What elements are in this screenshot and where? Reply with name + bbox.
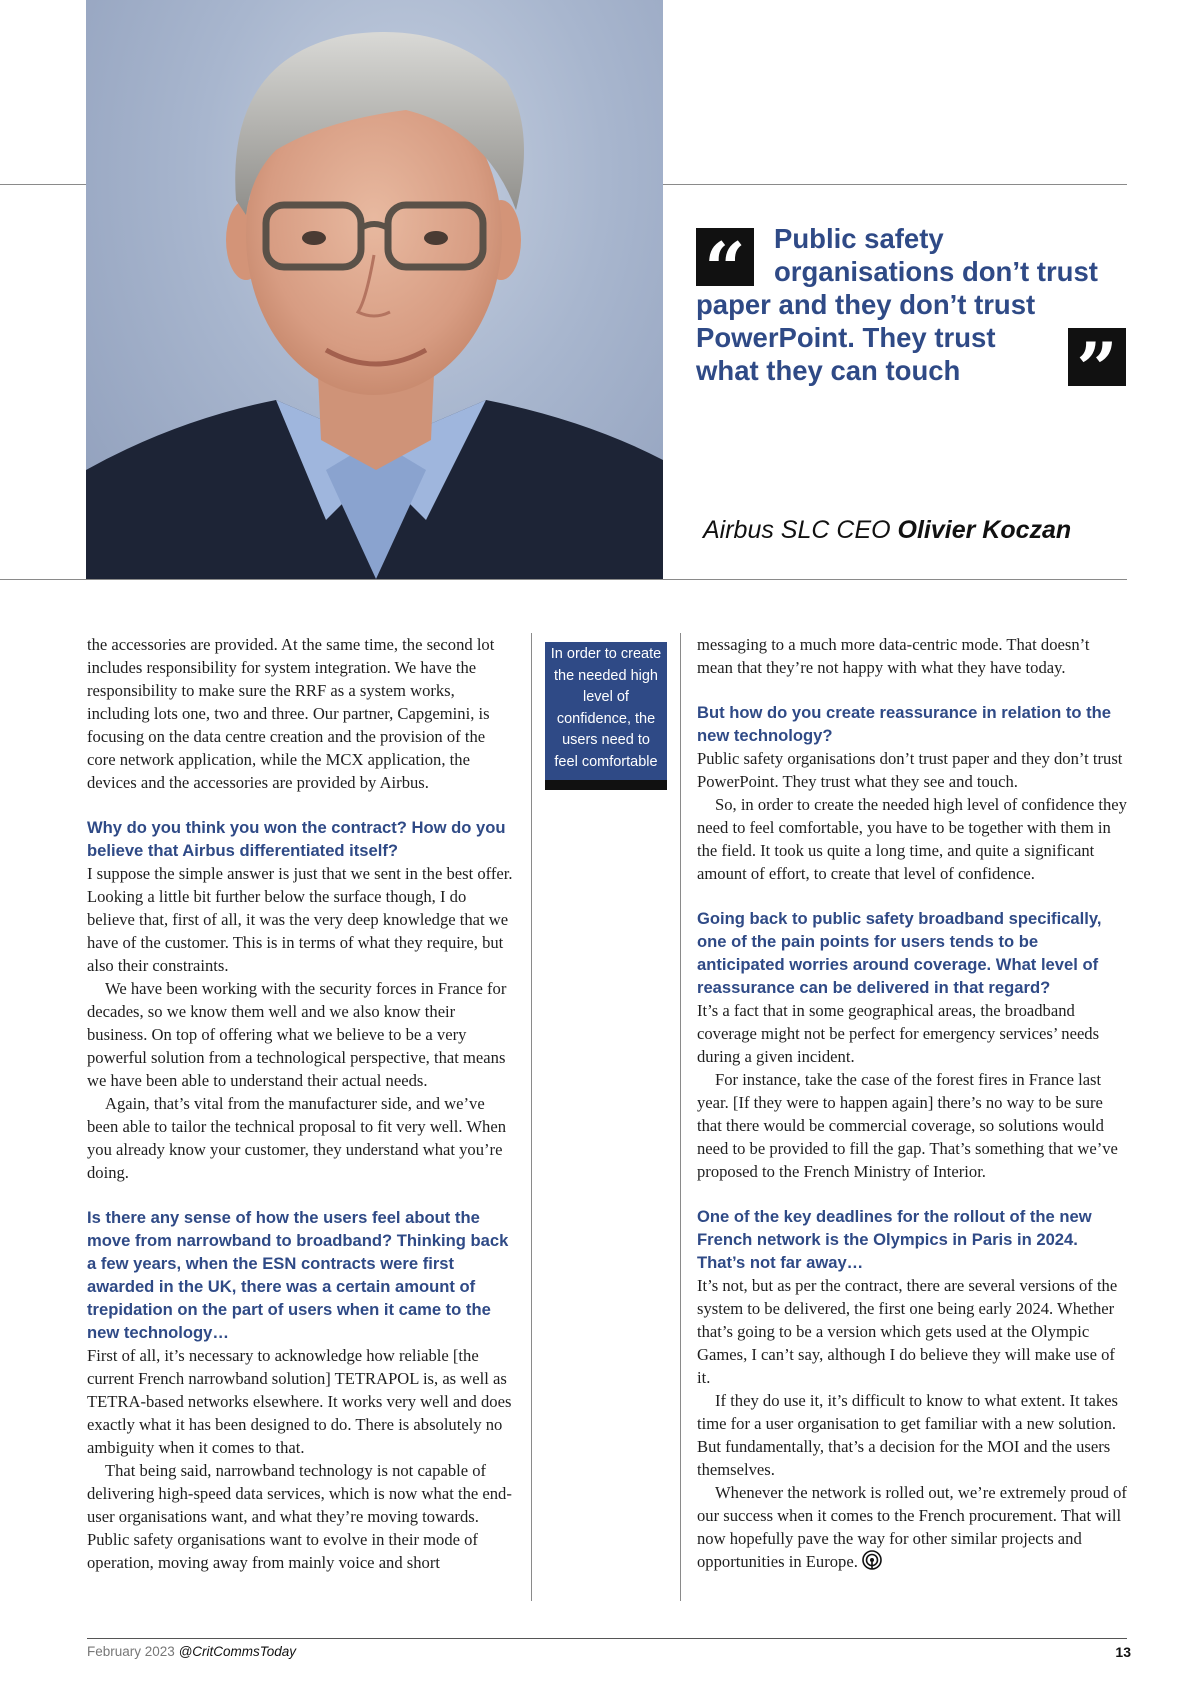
byline-name: Olivier Koczan (897, 516, 1072, 544)
paragraph: I suppose the simple answer is just that we sent in the best offer. Looking a little bit further below the surface though, I do believe that, first of all, it was the very deep knowledge that we have of the customer. This is in terms of what they require, but also their constraints. (87, 864, 513, 975)
paragraph: For instance, take the case of the forest fires in France last year. [If they were to happen again] there’s no way to be sure that there would be commercial coverage, so solutions would need to be provided to fill the gap. That’s something that we’ve proposed to the French Ministry of Interior. (697, 1070, 1118, 1181)
top-rule-left (0, 184, 86, 185)
byline-role: Airbus SLC CEO (703, 516, 898, 544)
pull-quote-line2: organisations don’t trust (774, 256, 1098, 287)
pull-quote (696, 222, 1126, 387)
footer-rule (87, 1638, 1127, 1639)
footer-handle: @CritCommsToday (178, 1644, 297, 1659)
question-heading: Going back to public safety broadband specifically, one of the pain points for users tends to be anticipated worries around coverage. What level of reassurance can be delivered in that regard? (697, 909, 1102, 997)
column-divider (680, 633, 681, 1601)
paragraph: Public safety organisations don’t trust paper and they don’t trust PowerPoint. They trust what they see and touch. (697, 749, 1123, 791)
paragraph: If they do use it, it’s difficult to know to what extent. It takes time for a user organisation to get familiar with a new solution. But fundamentally, that’s a decision for the MOI and the users themselves. (697, 1391, 1118, 1479)
portrait-illustration (86, 0, 663, 579)
pull-quote-line1: Public safety (774, 223, 944, 254)
paragraph: It’s a fact that in some geographical areas, the broadband coverage might not be perfect for emergency services’ needs during a given incident. (697, 1001, 1100, 1066)
question-heading: But how do you create reassurance in relation to the new technology? (697, 703, 1112, 745)
header-divider (0, 579, 1127, 580)
left-column (87, 633, 517, 1574)
paragraph: It’s not, but as per the contract, there are several versions of the system to be delivered, the first one being early 2024. Whether that’s going to be a version which gets used at the Olympic Games, I can’t say, although I do believe they will make use of it. (697, 1276, 1118, 1387)
question-heading: Why do you think you won the contract? How do you believe that Airbus differentiated itself? (87, 818, 506, 860)
paragraph-final-text: Whenever the network is rolled out, we’re extremely proud of our success when it comes to the French procurement. That will now hopefully pave the way for other similar projects and opportunities in Europe. (697, 1483, 1127, 1571)
paragraph: So, in order to create the needed high level of confidence they need to feel comfortable, you have to be together with them in the field. It took us quite a long time, and quite a significant amount of effort, to create that level of confidence. (697, 795, 1127, 883)
paragraph: First of all, it’s necessary to acknowledge how reliable [the current French narrowband solution] TETRAPOL is, as well as TETRA-based networks elsewhere. It works very well and does exactly what it has been designed to do. There is absolutely no ambiguity when it comes to that. (87, 1346, 512, 1457)
column-divider (531, 633, 532, 1601)
paragraph: Again, that’s vital from the manufacturer side, and we’ve been able to tailor the technical proposal to fit very well. When you already know your customer, they understand what you’re doing. (87, 1094, 507, 1182)
radio-signal-icon (862, 1550, 882, 1570)
top-rule-right (663, 184, 1127, 185)
footer-date: February 2023 (87, 1644, 179, 1659)
paragraph: the accessories are provided. At the same time, the second lot includes responsibility for system integration. We have the responsibility to make sure the RRF as a system works, including lots one, two and three. Our partner, Capgemini, is focusing on the data centre creation and the provision of the core network application, while the MCX application, the devices and the accessories are provided by Airbus. (87, 635, 495, 792)
close-quote-icon: ” (1068, 328, 1126, 386)
paragraph: We have been working with the security forces in France for decades, so we know them well and we also know their business. On top of offering what we believe to be a very powerful solution from a technological perspective, that means we have been able to understand their actual needs. (87, 979, 507, 1090)
portrait-photo (86, 0, 663, 579)
byline (703, 516, 1071, 545)
sidebar-callout: In order to create the needed high level of confidence, the users need to feel comfortable (545, 642, 667, 790)
open-quote-icon: “ (696, 228, 754, 286)
question-heading: Is there any sense of how the users feel about the move from narrowband to broadband? Thinking back a few years, when the ESN contracts were first awarded in the UK, there was a certain amount of trepidation on the part of users when it came to the new technology… (87, 1208, 509, 1342)
pull-quote-rest: paper and they don’t trust PowerPoint. They trust what they can touch (696, 289, 1036, 386)
page-number: 13 (1115, 1644, 1131, 1660)
paragraph: That being said, narrowband technology is not capable of delivering high-speed data services, which is now what the end-user organisations want, and what they’re moving towards. Public safety organisations want to evolve in their mode of operation, moving away from mainly voice and short (87, 1461, 512, 1572)
paragraph-final (697, 1481, 1127, 1573)
paragraph: messaging to a much more data-centric mode. That doesn’t mean that they’re not happy with what they have today. (697, 635, 1090, 677)
question-heading: One of the key deadlines for the rollout of the new French network is the Olympics in Paris in 2024. That’s not far away… (697, 1207, 1092, 1272)
footer-issue (87, 1644, 296, 1659)
right-column (697, 633, 1127, 1573)
